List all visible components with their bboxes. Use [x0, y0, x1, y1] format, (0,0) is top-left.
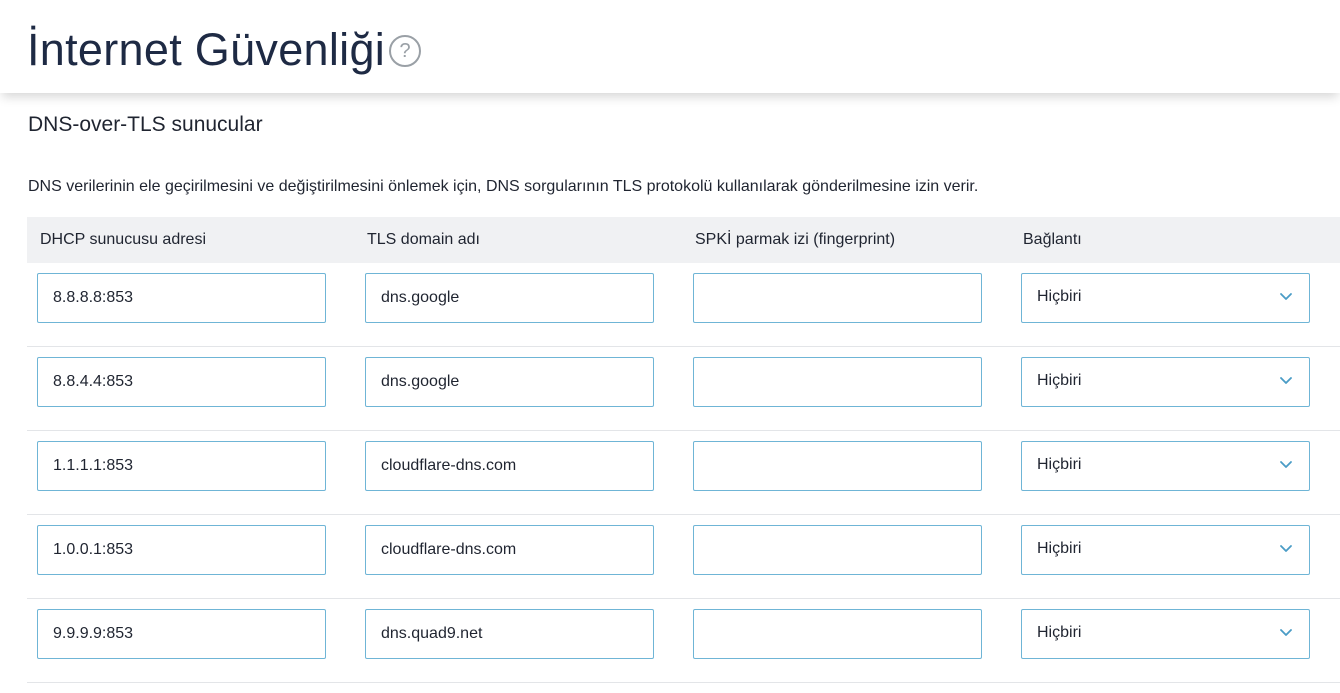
fingerprint-input[interactable]	[693, 525, 982, 575]
connection-select-value: Hiçbiri	[1037, 624, 1082, 641]
fingerprint-input[interactable]	[693, 609, 982, 659]
section-description: DNS verilerinin ele geçirilmesini ve değiştirilmesini önlemek için, DNS sorgularının TLS protokolü kullanılarak gönderilmesine izin verir.	[28, 178, 979, 195]
table-row	[27, 515, 1340, 599]
domain-input[interactable]	[365, 273, 654, 323]
page-header	[0, 0, 1340, 93]
column-header-address: DHCP sunucusu adresi	[40, 231, 207, 248]
table-row	[27, 431, 1340, 515]
connection-select-value: Hiçbiri	[1037, 456, 1082, 473]
table-row	[27, 263, 1340, 347]
fingerprint-input[interactable]	[693, 273, 982, 323]
address-input[interactable]	[37, 609, 326, 659]
connection-select-value: Hiçbiri	[1037, 288, 1082, 305]
chevron-down-icon	[1279, 457, 1293, 471]
address-input[interactable]	[37, 525, 326, 575]
column-header-fingerprint: SPKİ parmak izi (fingerprint)	[695, 231, 896, 248]
chevron-down-icon	[1279, 289, 1293, 303]
connection-select[interactable]	[1021, 609, 1310, 659]
table-body	[27, 263, 1340, 683]
column-header-connection: Bağlantı	[1023, 231, 1082, 248]
chevron-down-icon	[1279, 373, 1293, 387]
fingerprint-input[interactable]	[693, 357, 982, 407]
table-header	[27, 217, 1340, 263]
domain-input[interactable]	[365, 357, 654, 407]
chevron-down-icon	[1279, 541, 1293, 555]
connection-select[interactable]	[1021, 357, 1310, 407]
connection-select[interactable]	[1021, 525, 1310, 575]
connection-select[interactable]	[1021, 273, 1310, 323]
connection-select[interactable]	[1021, 441, 1310, 491]
section-title: DNS-over-TLS sunucular	[28, 113, 263, 136]
page-title: İnternet Güvenliği	[27, 24, 386, 75]
domain-input[interactable]	[365, 441, 654, 491]
connection-select-value: Hiçbiri	[1037, 372, 1082, 389]
column-header-domain: TLS domain adı	[367, 231, 480, 248]
dns-servers-table	[27, 217, 1340, 683]
domain-input[interactable]	[365, 609, 654, 659]
question-circle-icon[interactable]: ?	[389, 35, 421, 67]
connection-select-value: Hiçbiri	[1037, 540, 1082, 557]
address-input[interactable]	[37, 273, 326, 323]
address-input[interactable]	[37, 441, 326, 491]
fingerprint-input[interactable]	[693, 441, 982, 491]
chevron-down-icon	[1279, 625, 1293, 639]
table-row	[27, 347, 1340, 431]
domain-input[interactable]	[365, 525, 654, 575]
address-input[interactable]	[37, 357, 326, 407]
table-row	[27, 599, 1340, 683]
